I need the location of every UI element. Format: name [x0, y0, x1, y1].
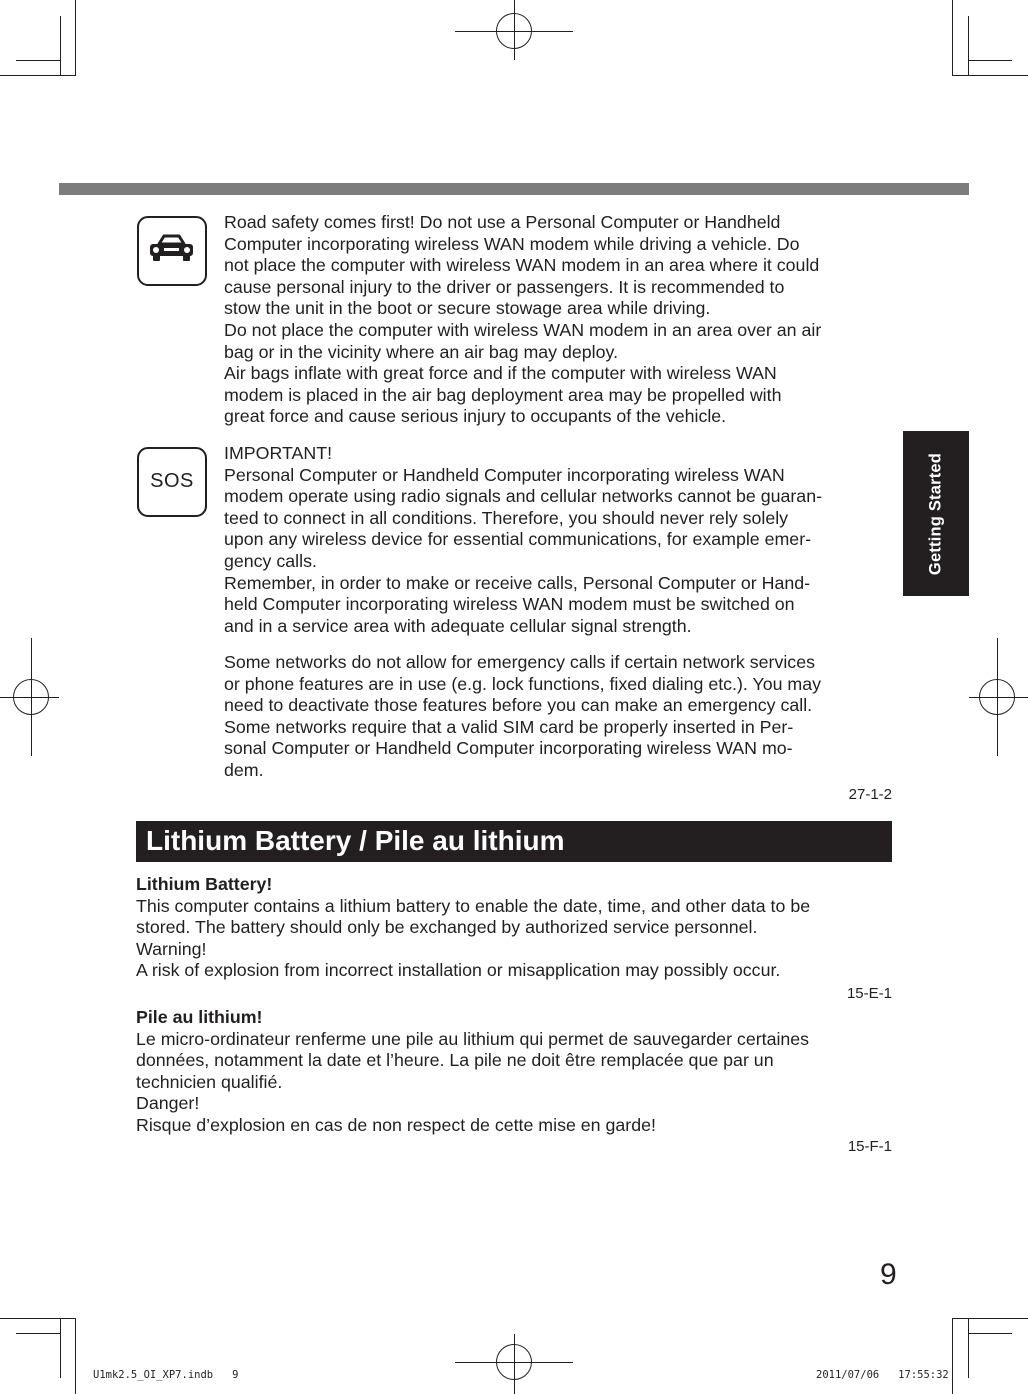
car-icon	[137, 216, 207, 286]
text-line: IMPORTANT!	[224, 443, 333, 463]
text-line: modem operate using radio signals and cellular networks cannot be guaran-	[224, 486, 822, 507]
text-line: This computer contains a lithium battery to enable the date, time, and other data to be	[136, 895, 811, 916]
text-line: modem is placed in the air bag deployment area may be propelled with	[224, 384, 782, 405]
text-line: need to deactivate those features before you can make an emergency call.	[224, 695, 813, 716]
text-line: and in a service area with adequate cellular signal strength.	[224, 615, 692, 636]
text-line: Some networks do not allow for emergency calls if certain network services	[224, 652, 815, 672]
section-heading-bar	[136, 821, 892, 862]
side-tab	[903, 431, 969, 596]
print-slug-timestamp: 2011/07/06 17:55:32	[816, 1369, 949, 1381]
text-line: great force and cause serious injury to occupants of the vehicle.	[224, 406, 727, 427]
text-line: Road safety comes first! Do not use a Personal Computer or Handheld	[224, 212, 781, 232]
page-number: 9	[880, 1258, 897, 1291]
text-line: Computer incorporating wireless WAN modem while driving a vehicle. Do	[224, 233, 800, 254]
text-line: A risk of explosion from incorrect installation or misapplication may possibly occur.	[136, 960, 781, 981]
text-line: Do not place the computer with wireless WAN modem in an area over an air	[224, 319, 822, 340]
lithium-fr-block	[136, 1007, 892, 1137]
sos-icon-label: SOS	[150, 470, 194, 492]
text-line: Personal Computer or Handheld Computer incorporating wireless WAN	[224, 464, 785, 485]
reference-code: 15-F-1	[847, 1138, 892, 1155]
header-rule	[59, 183, 969, 195]
text-line: held Computer incorporating wireless WAN modem must be switched on	[224, 594, 795, 615]
text-line: données, notamment la date et l’heure. La pile ne doit être remplacée que par un	[136, 1050, 774, 1071]
text-line: teed to connect in all conditions. Therefore, you should never rely solely	[224, 507, 789, 528]
important-text	[224, 443, 892, 637]
text-line: dem.	[224, 759, 264, 780]
road-safety-text	[224, 212, 892, 428]
text-line: cause personal injury to the driver or passengers. It is recommended to	[224, 276, 785, 297]
text-line: sonal Computer or Handheld Computer incorporating wireless WAN mo-	[224, 738, 793, 759]
text-line: or phone features are in use (e.g. lock functions, fixed dialing etc.). You may	[224, 673, 822, 694]
reference-code: 27-1-2	[848, 786, 892, 803]
lithium-fr-title: Pile au lithium!	[136, 1007, 263, 1027]
text-line: Warning!	[136, 938, 207, 959]
text-line: not place the computer with wireless WAN modem in an area where it could	[224, 255, 820, 276]
text-line: Le micro-ordinateur renferme une pile au lithium qui permet de sauvegarder certaines	[136, 1028, 810, 1049]
lithium-en-block	[136, 874, 892, 982]
text-line: Some networks require that a valid SIM card be properly inserted in Per-	[224, 716, 794, 737]
text-line: Air bags inflate with great force and if the computer with wireless WAN	[224, 363, 777, 384]
text-line: Danger!	[136, 1093, 200, 1114]
text-line: stored. The battery should only be exchanged by authorized service personnel.	[136, 917, 758, 938]
sos-icon	[137, 447, 207, 517]
text-line: upon any wireless device for essential communications, for example emer-	[224, 529, 812, 550]
side-tab-label: Getting Started	[926, 452, 945, 575]
text-line: technicien qualifié.	[136, 1071, 283, 1092]
reference-code: 15-E-1	[846, 985, 892, 1002]
networks-text	[224, 652, 892, 782]
section-heading: Lithium Battery / Pile au lithium	[146, 825, 565, 856]
text-line: stow the unit in the boot or secure stowage area while driving.	[224, 298, 711, 319]
text-line: bag or in the vicinity where an air bag may deploy.	[224, 341, 619, 362]
text-line: gency calls.	[224, 550, 317, 571]
text-line: Remember, in order to make or receive calls, Personal Computer or Hand-	[224, 572, 811, 593]
lithium-en-title: Lithium Battery!	[136, 874, 273, 894]
print-slug-file: U1mk2.5_OI_XP7.indb 9	[93, 1369, 239, 1381]
text-line: Risque d’explosion en cas de non respect de cette mise en garde!	[136, 1114, 656, 1135]
